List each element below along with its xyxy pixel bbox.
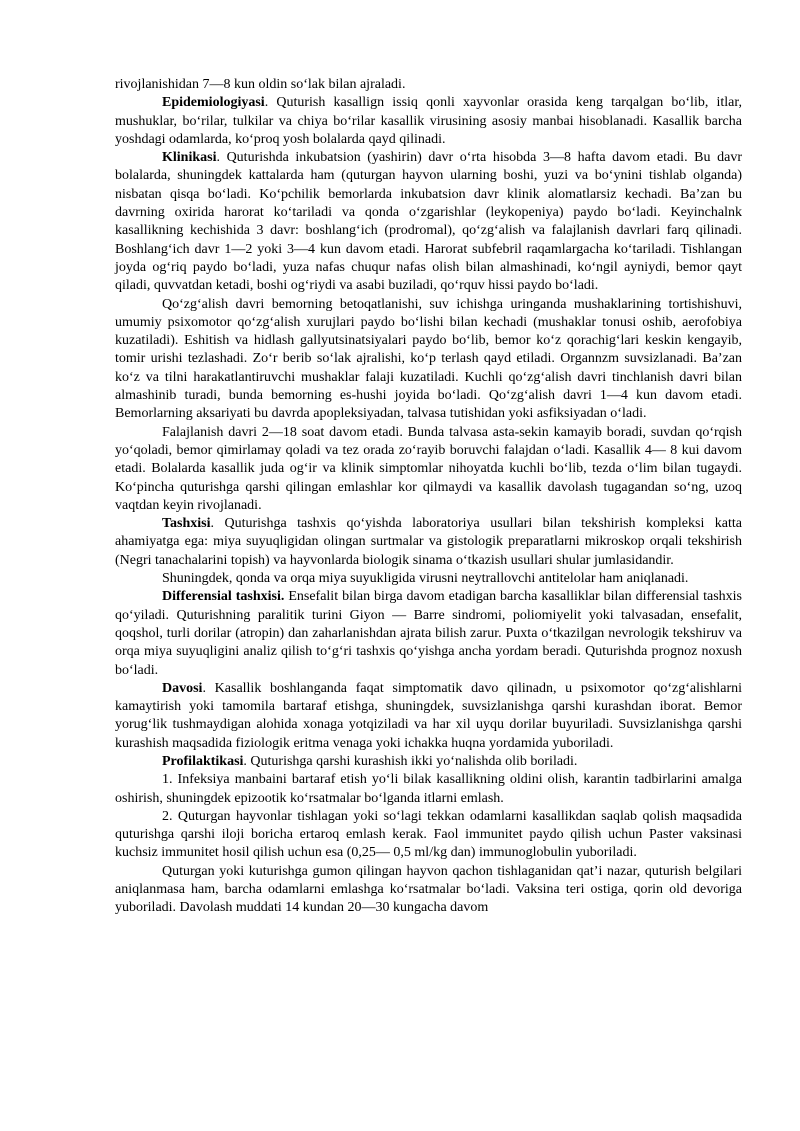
paragraph-excitation-period xyxy=(115,296,742,424)
paragraph-text: 2. Quturgan hayvonlar tishlagan yoki so‘lagi tekkan odamlarni kasallikdan saqlab qolish maqsadida quturishga qarshi iloji boricha ertaroq emlash kerak. Faol immunitet paydo qilish uchun Paster vaksinasi kuchsiz immunitet hosil qilish uchun esa (0,25— 0,5 ml/kg dan) immunoglobulin yuboriladi. xyxy=(115,808,742,861)
paragraph-paralysis-period xyxy=(115,424,742,515)
paragraph-continuation xyxy=(115,76,742,94)
paragraph-text: Quturgan yoki kuturishga gumon qilingan hayvon qachon tishlaganidan qat’i nazar, quturish belgilari aniqlanmasa ham, barcha odamlarni emlashga ko‘rsatmalar bo‘ladi. Vaksina teri ostiga, qorin old devoriga yuboriladi. Davolash muddati 14 kundan 20—30 kungacha davom xyxy=(115,863,742,916)
paragraph-text: . Quturishda inkubatsion (yashirin) davr o‘rta hisobda 3—8 hafta davom etadi. Bu davr bolalarda, shuningdek kattalarda ham (quturgan hayvon ularning boshi, yuzi va bo‘ynini tishlab olganda) nisbatan qisqa bo‘ladi. Ko‘pchilik bemorlarda inkubatsion davr klinik alomatlarsiz kechadi. Ba’zan bu davrning oxirida harorat ko‘tariladi va qonda o‘zgarishlar (leykopeniya) paydo bo‘ladi. Keyinchalnk kasallikning kechishida 3 davr: boshlang‘ich (prodromal), qo‘zg‘alish va falajlanish davrlari farq qilinadi. Boshlang‘ich davr 1—2 yoki 3—4 kun davom etadi. Harorat subfebril raqamlargacha ko‘tariladi. Tishlangan joyda og‘riq paydo bo‘ladi, yuza nafas chuqur nafas olish bilan almashinadi, ko‘ngil ayniydi, bemor qayt qiladi, quvvatdan ketadi, boshi og‘riydi va asabi buziladi, qo‘rquv hissi paydo bo‘ladi. xyxy=(115,150,742,294)
section-heading-diagnosis: Tashxisi xyxy=(162,516,211,532)
paragraph-text: Ensefalit bilan birga davom etadigan barcha kasalliklar bilan differensial tashxis qo‘yiladi. Quturishning paralitik turini Giyon — Barre sindromi, poliomiyelit yoki talvasadan, ensefalit, qoqshol, turli dorilar (atropin) dan zaharlanishdan ajrata bilish zarur. Puxta o‘tkazilgan nevrologik tekshiruv va orqa miya suyuqligini analiz qilish to‘g‘ri tashxis qo‘yishga ancha yordam beradi. Quturishda prognoz noxush bo‘ladi. xyxy=(115,589,742,678)
section-heading-clinical: Klinikasi xyxy=(162,150,217,166)
section-heading-prophylaxis: Profilaktikasi xyxy=(162,753,244,769)
paragraph-treatment xyxy=(115,680,742,753)
paragraph-antibodies xyxy=(115,570,742,588)
paragraph-text: . Quturishga tashxis qo‘yishda laboratoriya usullari bilan tekshirish kompleksi katta ahamiyatga ega: miya suyuqligidan olingan surtmalar va gistologik preparatlarni mikroskop orqali tekshirish (Negri tanachalarini topish) va hayvonlarda biologik sinama o‘tkazish usullari shular jumlasidandir. xyxy=(115,516,742,568)
paragraph-epidemiology xyxy=(115,94,742,149)
section-heading-differential-diagnosis: Differensial tashxisi. xyxy=(162,589,285,605)
paragraph-diagnosis xyxy=(115,515,742,570)
paragraph-clinical xyxy=(115,149,742,295)
section-heading-treatment: Davosi xyxy=(162,680,203,696)
document-page xyxy=(115,76,742,918)
paragraph-text: rivojlanishidan 7—8 kun oldin so‘lak bilan ajraladi. xyxy=(115,77,406,92)
paragraph-differential-diagnosis xyxy=(115,588,742,679)
section-heading-epidemiology: Epidemiologiyasi xyxy=(162,95,265,111)
paragraph-text: Falajlanish davri 2—18 soat davom etadi. Bunda talvasa asta-sekin kamayib boradi, suvdan qo‘rqish yo‘qoladi, bemor qimirlamay qoladi va tez orada zo‘rayib boruvchi falajdan o‘ladi. Kasallik 4— 8 kui davom etadi. Bolalarda kasallik juda og‘ir va klinik simptomlar nihoyatda kuchli bo‘lib, tezda o‘lim bilan tugaydi. Ko‘pincha quturishga qarshi qilingan emlashlar kor qilmaydi va kasallik davolash tugagandan so‘ng, uzoq vaqtdan keyin rivojlanadi. xyxy=(115,424,742,513)
paragraph-text: Qo‘zg‘alish davri bemorning betoqatlanishi, suv ichishga uringanda mushaklarining tortishishuvi, umumiy psixomotor qo‘zg‘alish xurujlari paydo bo‘lishi bilan kechadi (mushaklar tonusi oshib, aerofobiya kuzatiladi). Eshitish va hidlash gallyutsinatsiyalari paydo bo‘lib, bemor ko‘z qorachig‘lari keskin kengayib, tomir urishi tezlashadi. Zo‘r berib so‘lak ajralishi, ko‘p terlash qayd etiladi. Organnzm suvsizlanadi. Ba’zan ko‘z va tilni harakatlantiruvchi mushaklar falaji kuzatiladi. Kuchli qo‘zg‘alish davri tinchlanish davri bilan almashinib turadi, bunda bemorning es-hushi joyida bo‘ladi. Qo‘zg‘alish davri 1—4 kun davom etadi. Bemorlarning aksariyati bu davrda apopleksiyadan, talvasa tutishidan yoki asfiksiyadan o‘ladi. xyxy=(115,296,742,422)
paragraph-prophylaxis-item-1 xyxy=(115,771,742,808)
paragraph-text: . Quturishga qarshi kurashish ikki yo‘nalishda olib boriladi. xyxy=(243,753,578,769)
paragraph-text: 1. Infeksiya manbaini bartaraf etish yo‘li bilak kasallikning oldini olish, karantin tadbirlarini amalga oshirish, shuningdek epizootik ko‘rsatmalar bo‘lganda itlarni emlash. xyxy=(115,772,742,806)
paragraph-prophylaxis-item-2 xyxy=(115,808,742,863)
paragraph-text: Shuningdek, qonda va orqa miya suyukligida virusni neytrallovchi antitelolar ham aniqlanadi. xyxy=(162,571,689,587)
paragraph-vaccination xyxy=(115,863,742,918)
paragraph-text: . Kasallik boshlanganda faqat simptomatik davo qilinadn, u psixomotor qo‘zg‘alishlarni kamaytirish yoki tamomila bartaraf etishga, shuningdek, suvsizlanishga qarshi kurashdan iborat. Bemor yorug‘lik tushmaydigan alohida xonaga yotqiziladi va har xil uyqu dorilar buyuriladi. Suvsizlanishga qarshi kurashish maqsadida fiziologik eritma venaga yoki ichakka huqna yordamida yuboriladi. xyxy=(115,680,742,751)
paragraph-text: . Quturish kasallign issiq qonli xayvonlar orasida keng tarqalgan bo‘lib, itlar, mushuklar, bo‘rilar, tulkilar va chiya bo‘rilar kasallik virusining asosiy manbai hisoblanadi. Kasallik barcha yoshdagi odamlarda, ko‘proq yosh bolalarda qayd qilinadi. xyxy=(115,95,742,147)
paragraph-prophylaxis xyxy=(115,753,742,771)
